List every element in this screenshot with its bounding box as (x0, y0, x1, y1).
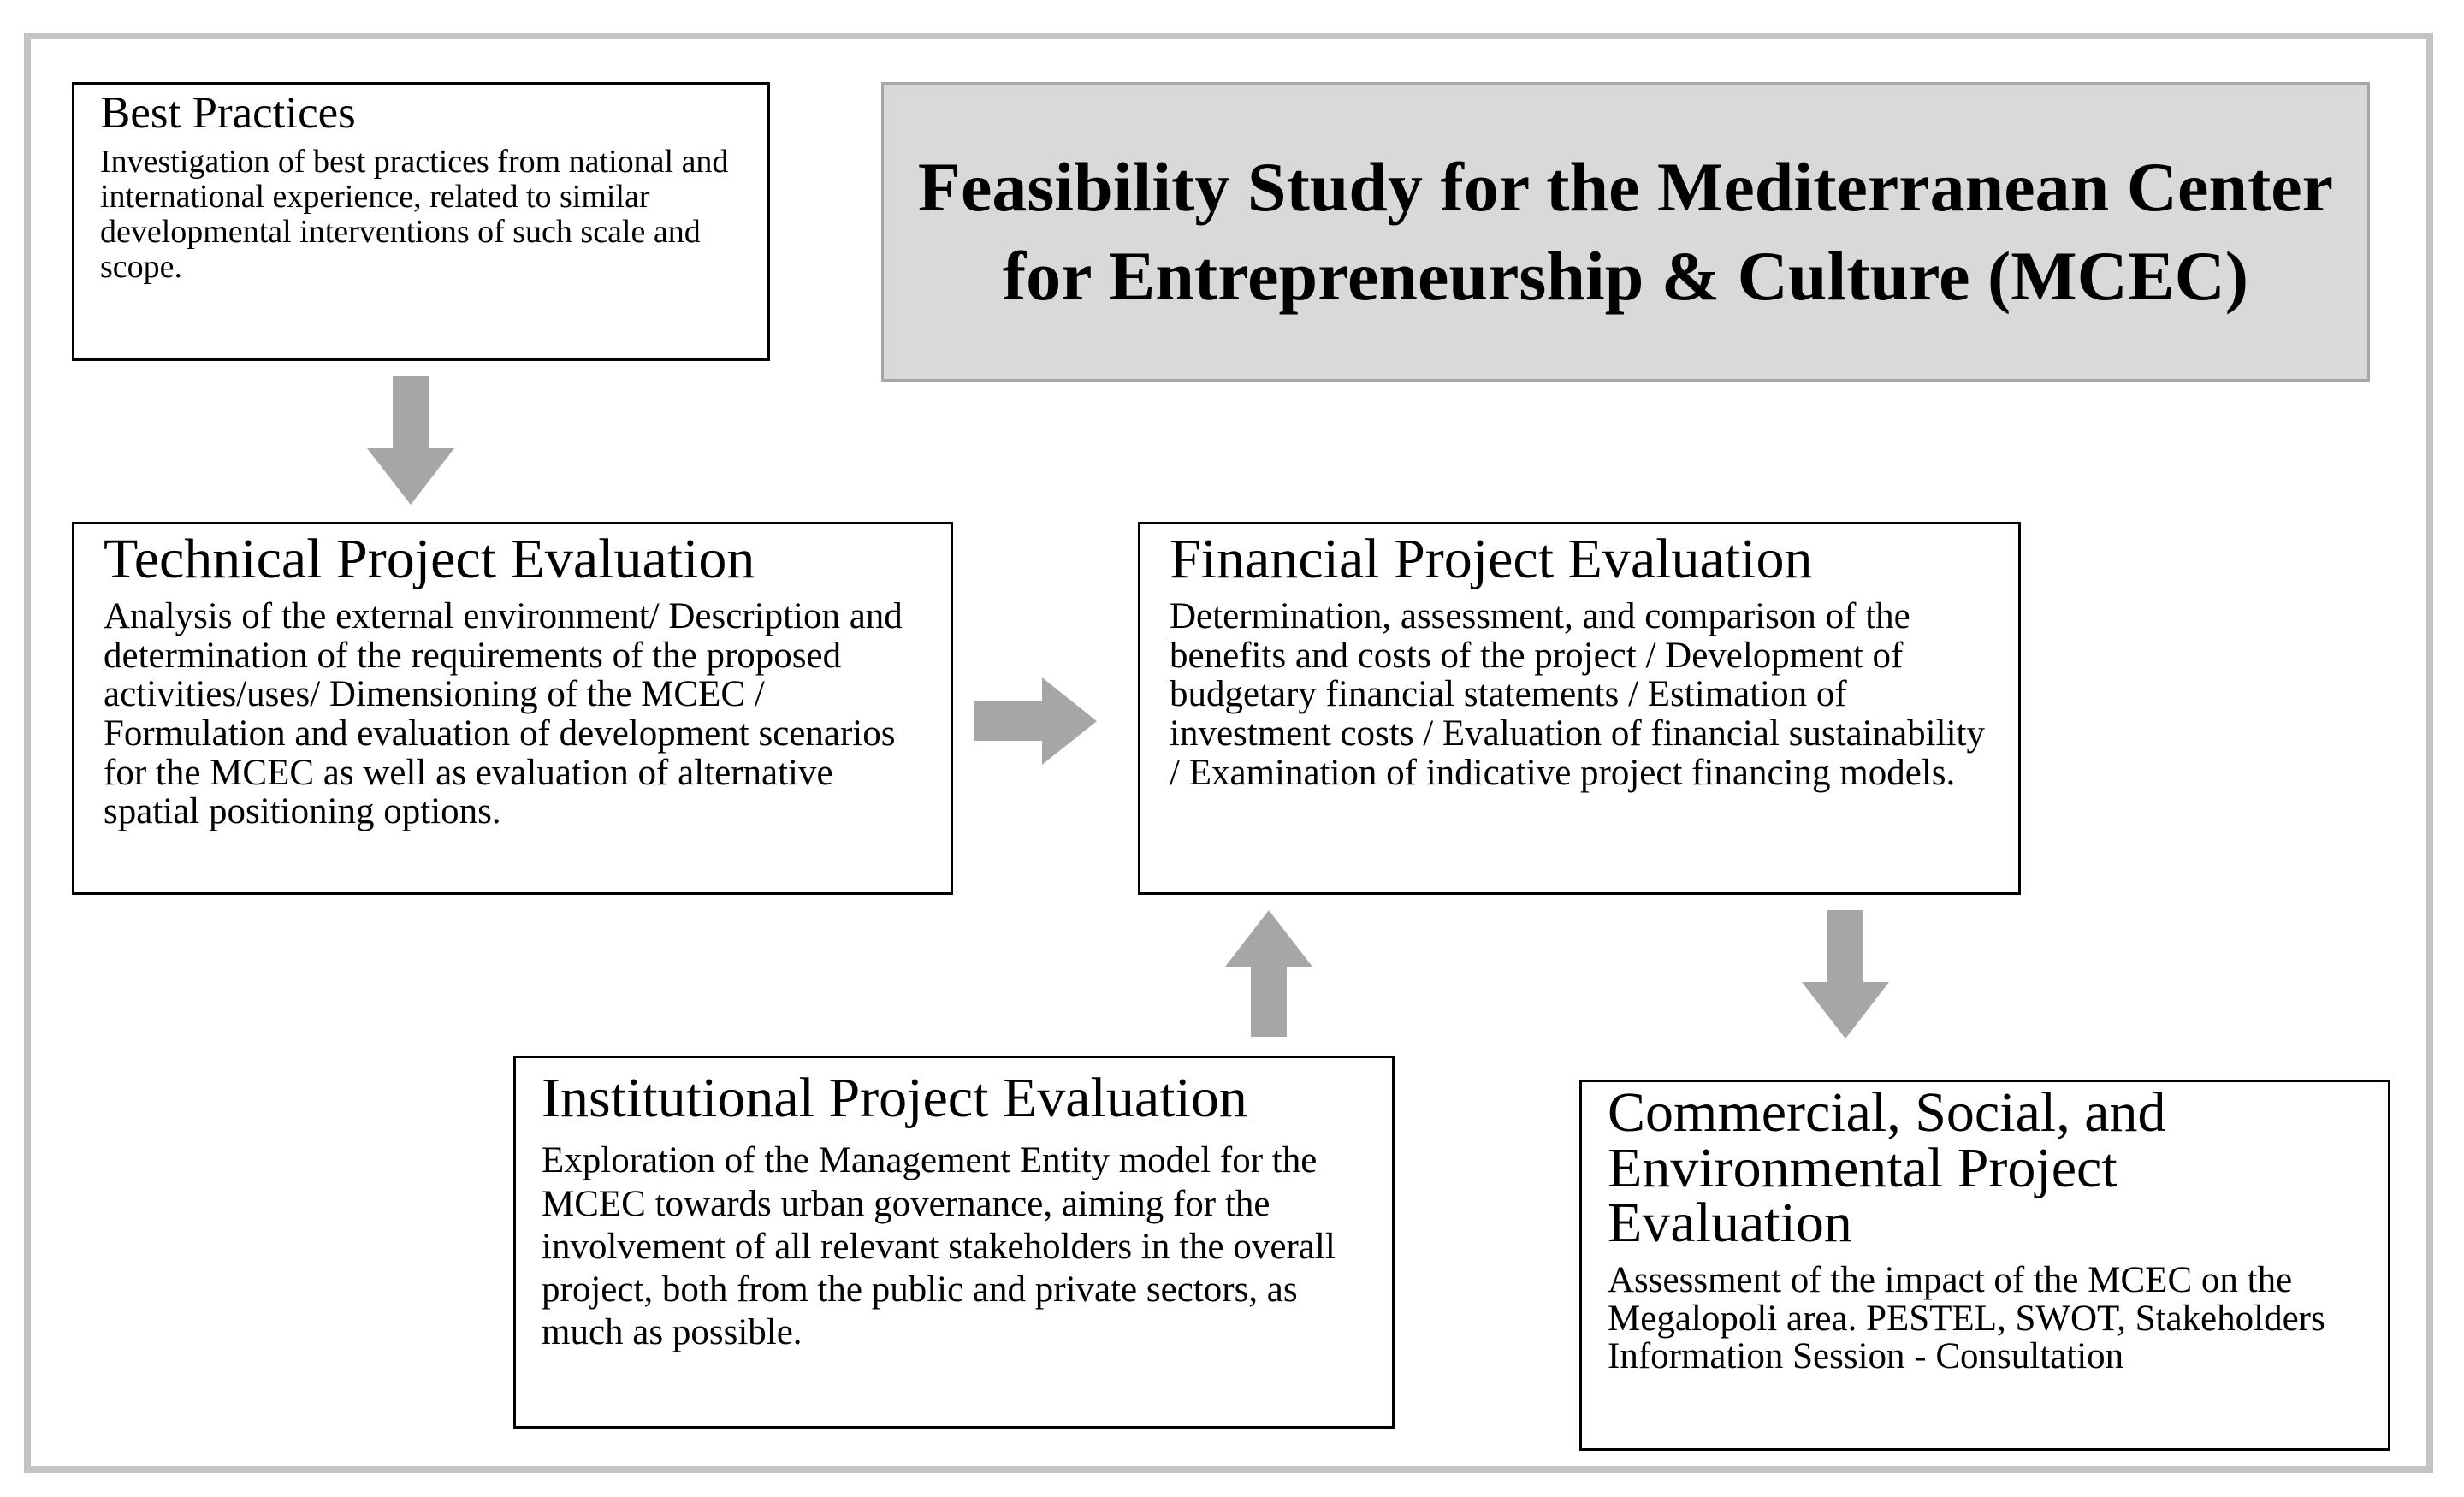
arrow-up-institutional-to-financial (1222, 908, 1316, 1038)
arrow-down-best-to-technical (364, 376, 458, 506)
technical-evaluation-box (72, 522, 953, 895)
arrow-down-financial-to-commercial (1798, 910, 1892, 1040)
commercial-evaluation-box (1579, 1080, 2390, 1451)
technical-evaluation-heading: Technical Project Evaluation (104, 528, 755, 590)
diagram-title: Feasibility Study for the Mediterranean Center for Entrepreneurship & Culture (MCEC) (917, 147, 2334, 315)
financial-evaluation-body: Determination, assessment, and comparison of the benefits and costs of the project / Development of budgetary financial statements / Estimation of investment costs / Evaluation of financial sustainability / Examination of indicative project financing models. (1170, 596, 1985, 793)
arrow-right-technical-to-financial (974, 676, 1099, 766)
arrow-right-technical-to-financial-shape (974, 677, 1097, 765)
commercial-evaluation-body: Assessment of the impact of the MCEC on the Megalopoli area. PESTEL, SWOT, Stakeholders Information Session - Consultation (1608, 1260, 2325, 1377)
best-practices-box (72, 82, 770, 361)
technical-evaluation-body: Analysis of the external environment/ Description and determination of the requirements of the proposed activities/uses/ Dimensioning of the MCEC / Formulation and evaluation of development scenarios for the MCEC as well as evaluation of alternative spatial positioning options. (104, 596, 903, 832)
commercial-evaluation-heading: Commercial, Social, and Environmental Project Evaluation (1608, 1081, 2166, 1255)
best-practices-heading: Best Practices (100, 88, 356, 138)
financial-evaluation-box (1138, 522, 2021, 895)
title-box (881, 82, 2370, 382)
arrow-up-institutional-to-financial-shape (1225, 910, 1312, 1037)
institutional-evaluation-heading: Institutional Project Evaluation (542, 1067, 1247, 1129)
institutional-evaluation-box (513, 1056, 1395, 1429)
financial-evaluation-heading: Financial Project Evaluation (1170, 528, 1813, 590)
arrow-down-best-to-technical-shape (367, 376, 454, 505)
institutional-evaluation-body: Exploration of the Management Entity model for the MCEC towards urban governance, aiming for the involvement of all relevant stakeholders in the overall project, both from the public and private sectors, as much as possible. (542, 1140, 1336, 1353)
best-practices-body: Investigation of best practices from national and international experience, related to similar developmental interventions of such scale and scope. (100, 143, 729, 285)
arrow-down-financial-to-commercial-shape (1802, 910, 1889, 1038)
